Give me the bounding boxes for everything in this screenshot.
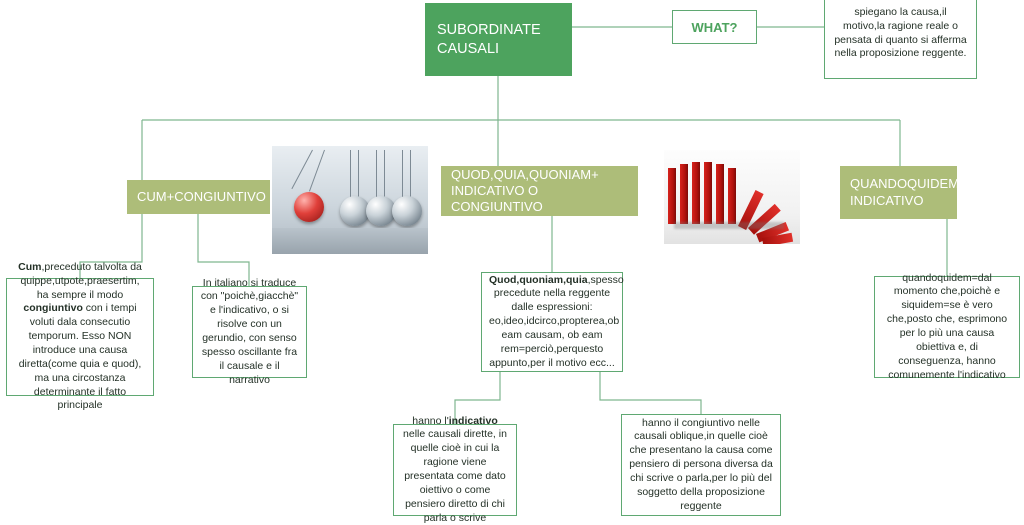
branch-quandoquidem-label: QUANDOQUIDEM+ INDICATIVO — [850, 176, 967, 208]
note-italiano[interactable] — [192, 276, 307, 386]
note-congiuntivo-obliquo[interactable] — [621, 414, 781, 516]
note-quandoquidem-text: quandoquidem=dal momento che,poichè e siquidem=se è vero che,posto che, esprimono per lo più una causa obiettiva e, di conseguenza, hanno comunemente l'indicativo — [886, 271, 1008, 381]
note-italiano-text: In italiano si traduce con "poichè,giacchè" e l'indicativo, o si risolve con un gerundio, con senso spesso oscillante fra il causale e il narrativo — [200, 276, 299, 386]
branch-cum-congiuntivo-label: CUM+CONGIUNTIVO — [137, 188, 266, 204]
what-question-node[interactable] — [672, 10, 757, 44]
root-node-subordinate-causali[interactable] — [425, 3, 572, 76]
note-quod-espressioni[interactable] — [481, 272, 623, 372]
note-quandoquidem[interactable] — [874, 271, 1020, 381]
what-question-label: WHAT? — [691, 19, 738, 35]
note-cum-text: Cum,preceduto talvolta da quippe,utpote,praesertim, ha sempre il modo congiuntivo con i tempi voluti dala consecutio temporum. Esso NON introduce una causa diretta(come quia e quod), ma una circostanza determinante il fatto principale — [18, 260, 142, 412]
note-indicativo[interactable] — [393, 414, 517, 524]
newtons-cradle-image — [272, 146, 428, 254]
note-cum[interactable] — [6, 260, 154, 412]
note-indicativo-text: hanno l'indicativo nelle causali dirette, in quelle cioè in cui la ragione viene presentata come dato oiettivo o come pensiero diretto di chi parla o scrive — [403, 414, 507, 524]
note-congiuntivo-obliquo-text: hanno il congiuntivo nelle causali oblique,in quelle cioè che presentano la causa come pensiero di persona diversa da chi scrive o parla,per lo più del soggetto della proposizione reggente — [629, 416, 773, 512]
branch-quod-quia-quoniam-label: QUOD,QUIA,QUONIAM+ INDICATIVO O CONGIUNTIVO — [451, 166, 599, 215]
definition-note[interactable] — [824, 0, 977, 79]
branch-quod-quia-quoniam[interactable] — [441, 166, 638, 216]
branch-cum-congiuntivo[interactable] — [127, 180, 270, 214]
note-quod-espressioni-text: Quod,quoniam,quia,spesso precedute nella reggente dalle espressioni: eo,ideo,idcirco,propterea,ob eam causam, ob eam rem=perciò,perquesto appunto,per il motivo ecc... — [489, 273, 624, 369]
definition-note-text: spiegano la causa,il motivo,la ragione reale o pensata di quanto si afferma nella proposizione reggente. — [834, 5, 967, 60]
root-node-label: SUBORDINATE CAUSALI — [437, 22, 541, 57]
branch-quandoquidem[interactable] — [840, 166, 967, 219]
falling-dominoes-image — [664, 150, 800, 244]
